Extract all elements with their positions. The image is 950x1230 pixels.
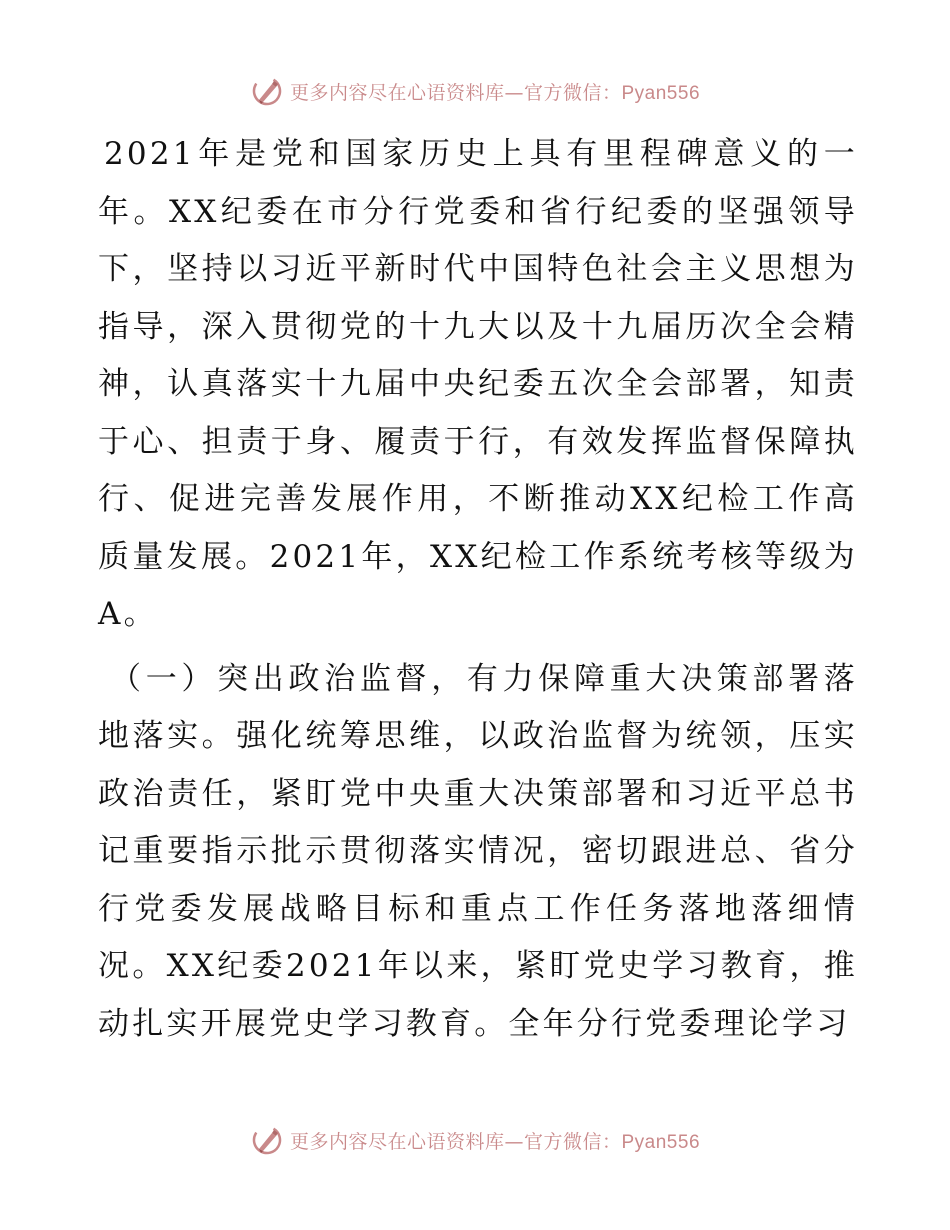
document-body (98, 126, 858, 1053)
watermark-wechat-id: Pyan556 (621, 82, 701, 104)
watermark-text: 更多内容尽在心语资料库—官方微信： (289, 1130, 622, 1153)
watermark-header (0, 74, 950, 108)
watermark-footer (0, 1123, 950, 1157)
watermark-text: 更多内容尽在心语资料库—官方微信： (289, 81, 622, 104)
pen-logo-icon (250, 74, 284, 108)
paragraph-intro: 2021年是党和国家历史上具有里程碑意义的一年。XX纪委在市分行党委和省行纪委的坚强领导下，坚持以习近平新时代中国特色社会主义思想为指导，深入贯彻党的十九大以及十九届历次全会精神，认真落实十九届中央纪委五次全会部署，知责于心、担责于身、履责于行，有效发挥监督保障执行、促进完善发展作用，不断推动XX纪检工作高质量发展。2021年，XX纪检工作系统考核等级为A。 (98, 136, 858, 632)
watermark-wechat-id: Pyan556 (621, 1131, 701, 1153)
paragraph-section-1: （一）突出政治监督，有力保障重大决策部署落地落实。强化统筹思维，以政治监督为统领，压实政治责任，紧盯党中央重大决策部署和习近平总书记重要指示批示贯彻落实情况，密切跟进总、省分行党委发展战略目标和重点工作任务落地落细情况。XX纪委2021年以来，紧盯党史学习教育，推动扎实开展党史学习教育。全年分行党委理论学习 (98, 660, 858, 1042)
pen-logo-icon (250, 1123, 284, 1157)
